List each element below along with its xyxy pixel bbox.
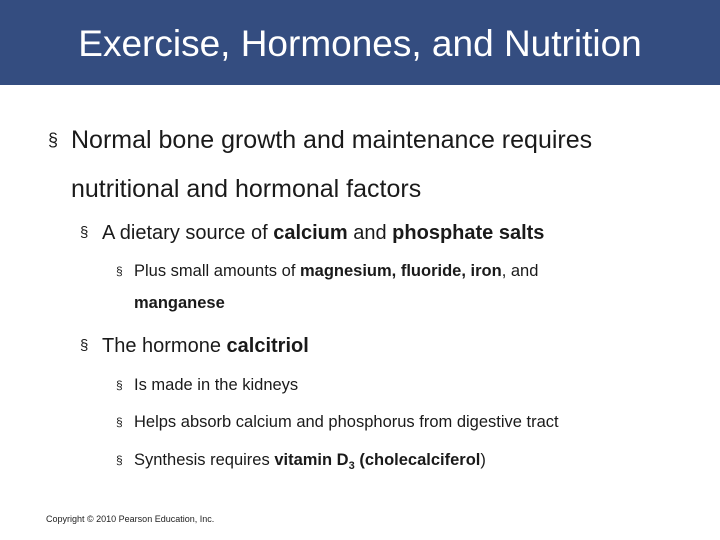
- minerals-line-2: [134, 292, 538, 314]
- vitamin-subscript: 3: [348, 460, 355, 472]
- slide-title: Exercise, Hormones, and Nutrition: [78, 23, 642, 64]
- bullet-icon: §: [80, 224, 89, 241]
- bullet-absorb: [116, 411, 559, 433]
- manganese-term: manganese: [134, 294, 225, 312]
- calcium-term: calcium: [273, 222, 348, 244]
- bullet-icon: §: [116, 453, 123, 467]
- bullet-icon: §: [48, 130, 59, 150]
- minerals-term: magnesium, fluoride, iron: [299, 262, 502, 280]
- synthesis-text: Synthesis requires vitamin $D_3$ (cholecalciferol): [134, 451, 486, 472]
- bullet-icon: §: [80, 337, 89, 354]
- bullet-dietary: [80, 221, 544, 245]
- bullet-icon: §: [116, 378, 123, 392]
- bullet-synthesis: [116, 449, 486, 471]
- bullet-icon: §: [116, 264, 123, 278]
- bullet-main: [48, 125, 592, 204]
- bullet-hormone: [80, 334, 309, 358]
- vitamin-term: vitamin D: [274, 451, 349, 469]
- hormone-text: The hormone calcitriol: [102, 335, 309, 357]
- absorb-text: Helps absorb calcium and phosphorus from digestive tract: [134, 413, 559, 431]
- minerals-line-1: Plus small amounts of magnesium, fluoride, iron, and: [134, 262, 539, 280]
- main-line-2: nutritional and hormonal factors: [71, 175, 422, 203]
- title-bar: [0, 0, 720, 85]
- bullet-kidneys: [116, 374, 298, 396]
- phosphate-term: phosphate salts: [392, 222, 545, 244]
- calcitriol-term: calcitriol: [226, 335, 309, 357]
- cholecalciferol-term: (cholecalciferol: [359, 451, 481, 469]
- dietary-text: A dietary source of calcium and phosphate salts: [102, 222, 545, 244]
- bullet-icon: §: [116, 415, 123, 429]
- main-line-1: Normal bone growth and maintenance requires: [71, 126, 593, 154]
- kidneys-text: Is made in the kidneys: [134, 376, 299, 394]
- copyright-notice: Copyright © 2010 Pearson Education, Inc.: [46, 514, 215, 524]
- bullet-minerals: [116, 260, 538, 314]
